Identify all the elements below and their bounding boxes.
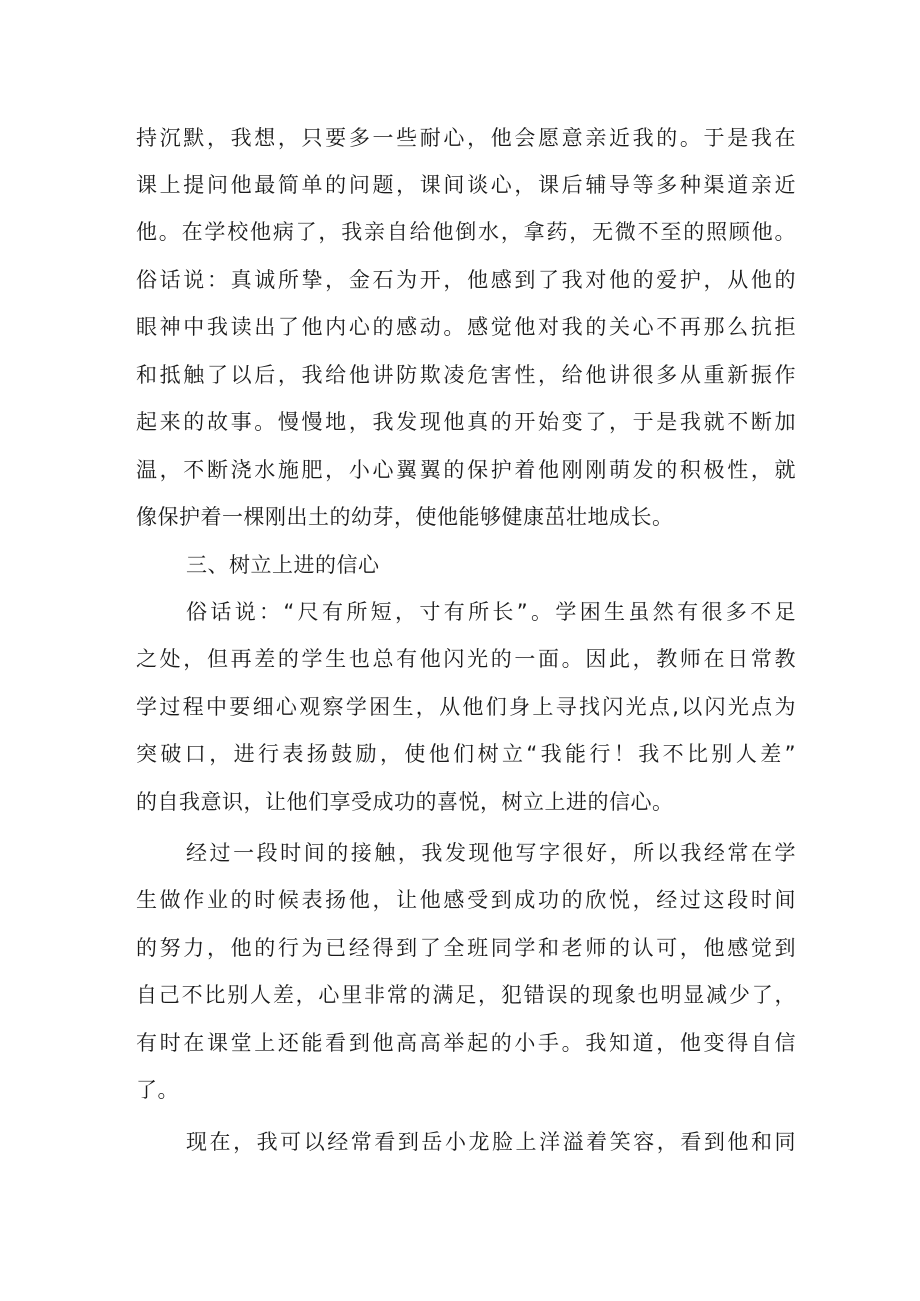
text-line: 眼神中我读出了他内心的感动。感觉他对我的关心不再那么抗拒 [136, 315, 796, 339]
text-line: 起来的故事。慢慢地，我发现他真的开始变了，于是我就不断加 [136, 410, 796, 434]
text-line: 自己不比别人差，心里非常的满足，犯错误的现象也明显减少了， [136, 983, 796, 1007]
text-line: 现在，我可以经常看到岳小龙脸上洋溢着笑容，看到他和同 [186, 1130, 796, 1154]
text-line: 像保护着一棵刚出土的幼芽，使他能够健康茁壮地成长。 [136, 505, 674, 529]
text-line: 俗话说：“尺有所短，寸有所长”。学困生虽然有很多不足 [186, 600, 796, 624]
section-heading: 三、树立上进的信心 [186, 553, 380, 577]
text-line: 的努力，他的行为已经得到了全班同学和老师的认可，他感觉到 [136, 936, 796, 960]
text-line: 有时在课堂上还能看到他高高举起的小手。我知道，他变得自信 [136, 1031, 796, 1055]
text-line: 俗话说：真诚所挚，金石为开，他感到了我对他的爱护，从他的 [136, 268, 796, 292]
text-line: 课上提问他最简单的问题，课间谈心，课后辅导等多种渠道亲近 [136, 173, 796, 197]
text-line: 和抵触了以后，我给他讲防欺凌危害性，给他讲很多从重新振作 [136, 363, 796, 387]
text-line: 了。 [136, 1078, 179, 1102]
text-line: 突破口，进行表扬鼓励，使他们树立“我能行！我不比别人差” [136, 742, 796, 766]
text-line: 的自我意识，让他们享受成功的喜悦，树立上进的信心。 [136, 790, 674, 814]
text-line: 之处，但再差的学生也总有他闪光的一面。因此，教师在日常教 [136, 647, 796, 671]
text-line: 温，不断浇水施肥，小心翼翼的保护着他刚刚萌发的积极性，就 [136, 458, 796, 482]
text-line: 生做作业的时候表扬他，让他感受到成功的欣悦，经过这段时间 [136, 888, 796, 912]
text-line: 学过程中要细心观察学困生，从他们身上寻找闪光点,以闪光点为 [136, 695, 796, 719]
text-line: 经过一段时间的接触，我发现他写字很好，所以我经常在学 [186, 841, 796, 865]
text-line: 他。在学校他病了，我亲自给他倒水，拿药，无微不至的照顾他。 [136, 220, 796, 244]
text-line: 持沉默，我想，只要多一些耐心，他会愿意亲近我的。于是我在 [136, 126, 796, 150]
